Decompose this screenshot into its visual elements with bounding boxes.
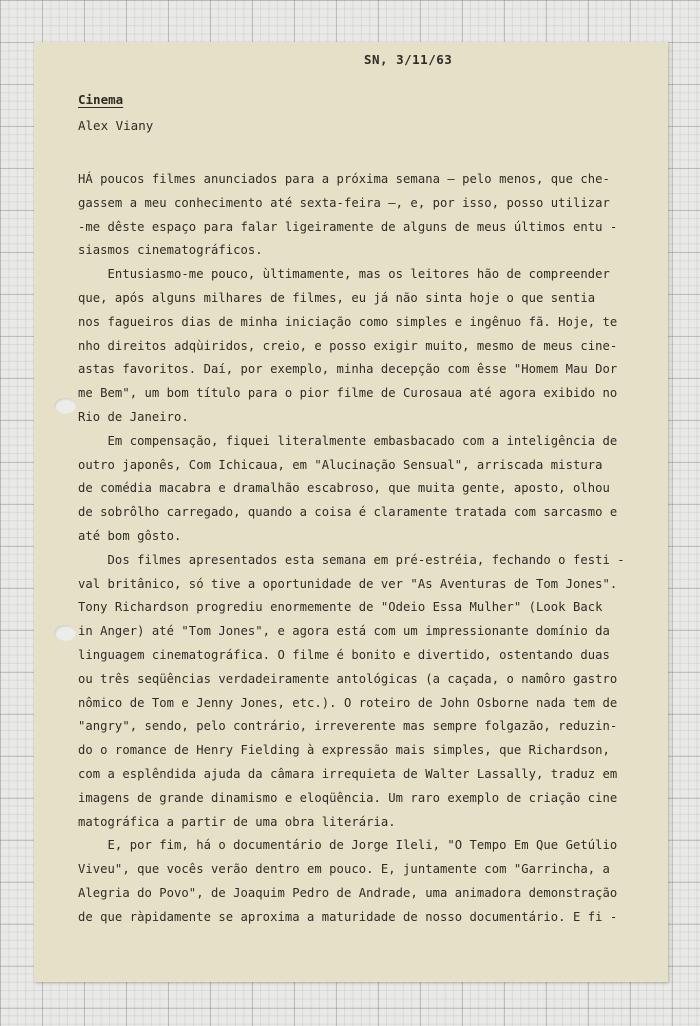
text-line: do o romance de Henry Fielding à expressão mais simples, que Richardson, — [78, 743, 610, 758]
section-title: Cinema — [78, 92, 124, 107]
article-body — [78, 168, 634, 930]
text-line: que, após alguns milhares de filmes, eu já não sinta hoje o que sentia — [78, 290, 596, 305]
punch-hole — [54, 625, 76, 641]
text-line: imagens de grande dinamismo e eloqüência. Um raro exemplo de criação cine — [78, 790, 618, 805]
text-line: val britânico, só tive a oportunidade de ver "As Aventuras de Tom Jones". — [78, 576, 618, 591]
text-line: E, por fim, há o documentário de Jorge Ileli, "O Tempo Em Que Getúlio — [78, 838, 618, 853]
text-line: Em compensação, fiquei literalmente embasbacado com a inteligência de — [78, 433, 618, 448]
typed-page — [34, 42, 668, 982]
text-line: de comédia macabra e dramalhão escabroso, que muita gente, aposto, olhou — [78, 481, 610, 496]
text-line: de sobrôlho carregado, quando a coisa é claramente tratada com sarcasmo e — [78, 505, 618, 520]
text-line: HÁ poucos filmes anunciados para a próxima semana — pelo menos, que che- — [78, 172, 610, 186]
text-line: in Anger) até "Tom Jones", e agora está com um impressionante domínio da — [78, 624, 610, 639]
text-line: gassem a meu conhecimento até sexta-feira —, e, por isso, posso utilizar — [78, 195, 610, 210]
text-line: Viveu", que vocês verão dentro em pouco. E, juntamente com "Garrincha, a — [78, 862, 610, 877]
text-line: Tony Richardson progrediu enormemente de "Odeio Essa Mulher" (Look Back — [78, 600, 603, 615]
author-name: Alex Viany — [78, 118, 154, 133]
header-date: SN, 3/11/63 — [364, 52, 453, 67]
text-line: outro japonês, Com Ichicaua, em "Alucinação Sensual", arriscada mistura — [78, 457, 603, 472]
text-line: até bom gôsto. — [78, 528, 182, 543]
text-line: matográfica a partir de uma obra literária. — [78, 814, 396, 829]
text-line: com a esplêndida ajuda da câmara irrequieta de Walter Lassally, traduz em — [78, 766, 618, 781]
text-line: siasmos cinematográficos. — [78, 243, 263, 258]
text-line: Dos filmes apresentados esta semana em pré-estréia, fechando o festi - — [78, 552, 625, 567]
text-line: Entusiasmo-me pouco, ùltimamente, mas os leitores hão de compreender — [78, 267, 610, 282]
text-line: astas favoritos. Daí, por exemplo, minha decepção com êsse "Homem Mau Dor — [78, 362, 618, 377]
text-line: -me dêste espaço para falar ligeiramente de alguns de meus últimos entu - — [78, 219, 618, 234]
text-line: Rio de Janeiro. — [78, 409, 189, 424]
text-line: nos fagueiros dias de minha iniciação como simples e ingênuo fã. Hoje, te — [78, 314, 618, 329]
text-line: nômico de Tom e Jenny Jones, etc.). O roteiro de John Osborne nada tem de — [78, 695, 618, 710]
text-line: me Bem", um bom título para o pior filme de Curosaua até agora exibido no — [78, 386, 618, 401]
text-line: ou três seqüências verdadeiramente antológicas (a caçada, o namôro gastro — [78, 671, 618, 686]
text-line: Alegria do Povo", de Joaquim Pedro de Andrade, uma animadora demonstração — [78, 885, 618, 900]
text-line: de que ràpidamente se aproxima a maturidade de nosso documentário. E fi - — [78, 909, 618, 924]
punch-hole — [54, 398, 76, 414]
text-line: "angry", sendo, pelo contrário, irreverente mas sempre folgazão, reduzin- — [78, 719, 618, 734]
text-line: nho direitos adqùiridos, creio, e posso exigir muito, mesmo de meus cine- — [78, 338, 618, 353]
text-line: linguagem cinematográfica. O filme é bonito e divertido, ostentando duas — [78, 647, 610, 662]
